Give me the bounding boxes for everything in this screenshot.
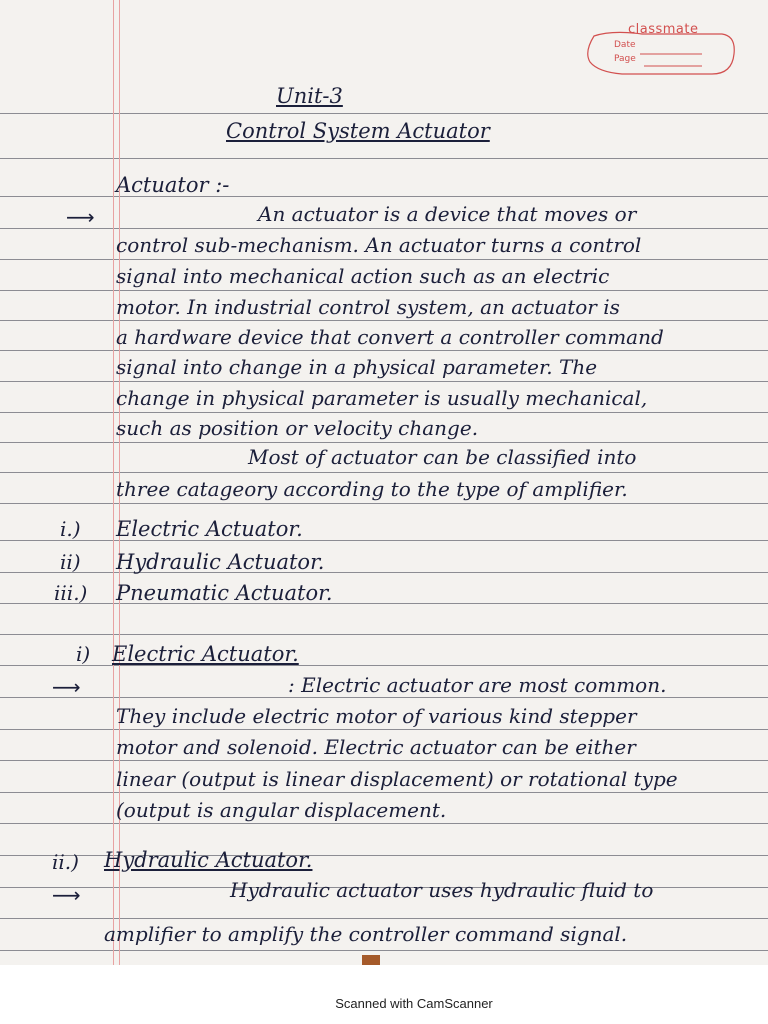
- section-number: ii.): [52, 850, 79, 874]
- list-item-number: iii.): [54, 581, 88, 605]
- paragraph-line: control sub-mechanism. An actuator turns a control: [116, 233, 642, 257]
- arrow-icon: ⟶: [52, 675, 81, 699]
- ruled-line: [0, 381, 768, 382]
- margin-line: [113, 0, 114, 965]
- paragraph-line: amplifier to amplify the controller command signal.: [104, 922, 628, 946]
- paragraph-line: They include electric motor of various kind stepper: [116, 704, 637, 728]
- paragraph-line: change in physical parameter is usually mechanical,: [116, 386, 648, 410]
- ruled-line: [0, 634, 768, 635]
- page-subtitle: Control System Actuator: [226, 119, 490, 143]
- brand-name: classmate: [628, 22, 699, 37]
- ruled-line: [0, 697, 768, 698]
- unit-title: Unit-3: [276, 84, 343, 108]
- notebook-logo: [582, 22, 738, 80]
- date-label: Date: [614, 40, 636, 50]
- list-item-number: i.): [60, 517, 81, 541]
- list-item: Pneumatic Actuator.: [116, 581, 333, 605]
- paragraph-line: Hydraulic actuator uses hydraulic fluid to: [230, 878, 654, 902]
- paragraph-line: a hardware device that convert a controller command: [116, 325, 664, 349]
- page-label: Page: [614, 54, 636, 64]
- section-heading-electric: Electric Actuator.: [112, 642, 299, 666]
- paragraph-line: such as position or velocity change.: [116, 416, 479, 440]
- ruled-line: [0, 472, 768, 473]
- list-item: Hydraulic Actuator.: [116, 550, 325, 574]
- ruled-line: [0, 503, 768, 504]
- ruled-line: [0, 259, 768, 260]
- list-item: Electric Actuator.: [116, 517, 303, 541]
- ruled-line: [0, 729, 768, 730]
- paragraph-line: motor and solenoid. Electric actuator can be either: [116, 735, 636, 759]
- paragraph-line: linear (output is linear displacement) or rotational type: [116, 767, 678, 791]
- section-number: i): [76, 642, 91, 666]
- section-heading-actuator: Actuator :-: [116, 173, 230, 197]
- paragraph-line: signal into mechanical action such as an electric: [116, 264, 610, 288]
- paragraph-line: three catageory according to the type of amplifier.: [116, 477, 628, 501]
- paragraph-line: Most of actuator can be classified into: [248, 445, 637, 469]
- paragraph-line: An actuator is a device that moves or: [258, 202, 637, 226]
- paragraph-line: (output is angular displacement.: [116, 798, 447, 822]
- scanner-watermark: Scanned with CamScanner: [335, 996, 493, 1011]
- ruled-line: [0, 918, 768, 919]
- ruled-line: [0, 350, 768, 351]
- ruled-line: [0, 113, 768, 114]
- section-heading-hydraulic: Hydraulic Actuator.: [104, 848, 313, 872]
- arrow-icon: ⟶: [52, 883, 81, 907]
- list-item-number: ii): [60, 550, 81, 574]
- paragraph-line: signal into change in a physical parameter. The: [116, 355, 598, 379]
- ruled-line: [0, 228, 768, 229]
- ruled-line: [0, 158, 768, 159]
- ruled-line: [0, 320, 768, 321]
- ruled-line: [0, 412, 768, 413]
- binding-thread: [362, 955, 380, 965]
- paragraph-line: motor. In industrial control system, an actuator is: [116, 295, 620, 319]
- ruled-line: [0, 823, 768, 824]
- ruled-line: [0, 290, 768, 291]
- ruled-line: [0, 442, 768, 443]
- ruled-line: [0, 950, 768, 951]
- ruled-line: [0, 760, 768, 761]
- ruled-line: [0, 792, 768, 793]
- arrow-icon: ⟶: [66, 205, 95, 229]
- paragraph-line: : Electric actuator are most common.: [288, 673, 667, 697]
